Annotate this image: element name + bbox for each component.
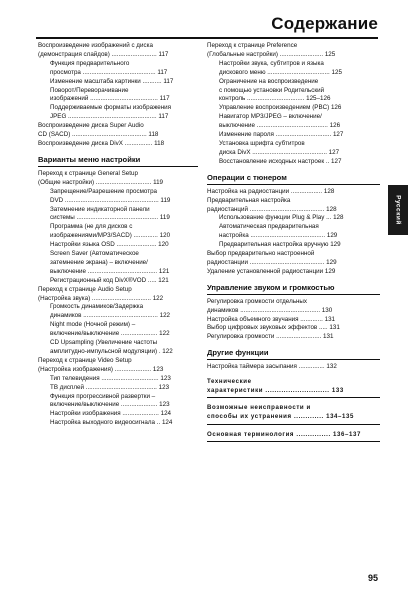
toc-entry: радиостанций ........................................... 128	[207, 205, 337, 213]
toc-subentry: Настройка выходного видеосигнала .. 124	[50, 419, 173, 427]
toc-subentry: Восстановление исходных настроек .. 127	[219, 157, 342, 165]
toc-subentry: Настройки звука, субтитров и языка	[219, 59, 324, 67]
toc-subentry: Использование функции Plug & Play ... 128	[219, 214, 344, 222]
toc-entry: Регулировка громкости отдельных	[207, 297, 308, 305]
toc-subentry: системы ............................................... 119	[50, 214, 170, 222]
toc-subentry: Screen Saver (Автоматическое	[50, 250, 139, 258]
section-heading: Управление звуком и громкостью	[207, 283, 380, 295]
toc-subentry: ТВ дисплей ......................................... 123	[50, 383, 170, 391]
language-tab	[388, 185, 408, 235]
toc-subentry: Ограничение на воспроизведение	[219, 77, 319, 85]
toc-subentry: Автоматическая предварительная	[219, 223, 319, 231]
toc-subentry: Предварительная настройка вручную 129	[219, 241, 341, 249]
toc-entry: Регулировка громкости .......................... 131	[207, 333, 334, 341]
toc-entry: Воспроизведение диска DivX ................ 118	[38, 139, 165, 147]
toc-subentry: с помощью установки Родительский	[219, 86, 325, 94]
toc-subentry: Настройки изображения ..................... 124	[50, 410, 172, 418]
toc-subentry: Поворот/Переворачивание	[50, 86, 129, 94]
toc-left-column	[38, 42, 198, 428]
section-heading: Другие функции	[207, 348, 380, 360]
toc-entry: (Настройка звука) .................................. 122	[38, 294, 164, 302]
toc-subentry: Night mode (Ночной режим) –	[50, 321, 136, 329]
page-number: 95	[367, 573, 378, 583]
toc-subentry: Тип телевидения ................................. 123	[50, 374, 171, 382]
toc-subentry: Функция прогрессивной развертки –	[50, 392, 156, 400]
toc-subentry: просмотра .......................................... 117	[50, 68, 168, 76]
toc-entry: (демонстрация слайдов) .......................... 117	[38, 50, 169, 58]
toc-entry: Переход к странице Preference	[207, 42, 298, 49]
toc-entry: Удаление установленной радиостанции 129	[207, 267, 336, 275]
toc-entry: Настройка на радиостанции .................. 128	[207, 187, 335, 195]
toc-entry: (Общие настройки) ................................ 119	[38, 178, 164, 186]
toc-entry: (Настройка изображения) ..................... 123	[38, 365, 164, 373]
toc-subentry: CD Upsampling (Увеличение частоты	[50, 339, 158, 347]
toc-subentry: диска DivX ........................................... 127	[219, 148, 340, 156]
toc-subentry: Регистрационный код DivX®VOD ..... 121	[50, 276, 169, 284]
toc-right-column	[207, 42, 380, 445]
toc-entry: Настройка объемного звучания ............. 131	[207, 315, 336, 323]
toc-subentry: затемнение экрана) – включение/	[50, 258, 148, 266]
toc-subentry: Настройки языка OSD ....................... 120	[50, 241, 169, 249]
toc-subentry: Навигатор MP3/JPEG – включение/	[219, 113, 322, 121]
section-heading: Возможные неисправности и способы их устранения ............. 134–135	[207, 404, 380, 424]
toc-subentry: DVD ...................................................... 119	[50, 196, 171, 204]
toc-subentry: Поддерживаемые форматы изображения	[50, 104, 172, 112]
section-heading: Технические характеристики ............................ 133	[207, 378, 380, 398]
section-heading: Операции с тюнером	[207, 173, 380, 185]
toc-entry: Переход к странице Audio Setup	[38, 285, 132, 293]
toc-subentry: Громкость динамиков/Задержка	[50, 303, 144, 311]
toc-subentry: динамиков ........................................... 122	[50, 312, 171, 320]
toc-subentry: настройка ........................................... 129	[219, 232, 338, 240]
toc-subentry: включение/выключение ..................... 123	[50, 401, 170, 409]
toc-entry: Выбор предварительно настроенной	[207, 250, 315, 258]
toc-subentry: выключение ......................................... 126	[219, 122, 341, 130]
toc-subentry: изображений ....................................... 117	[50, 95, 170, 103]
toc-subentry: Установка шрифта субтитров	[219, 139, 305, 147]
toc-subentry: амплитудно-импульсной модуляции) . 122	[50, 348, 173, 355]
toc-subentry: JPEG ................................................... 117	[50, 113, 169, 121]
toc-subentry: изображениями/MP3/SACD) .............. 120	[50, 232, 171, 240]
toc-entry: Настройка таймера засыпания ............... 132	[207, 363, 337, 371]
toc-entry: Выбор цифровых звуковых эффектов ..... 131	[207, 324, 340, 332]
section-heading: Основная терминология ............... 136–137	[207, 431, 380, 443]
toc-entry: Предварительная настройка	[207, 196, 291, 204]
toc-subentry: Управление воспроизведением (PBC) 126	[219, 104, 342, 112]
toc-subentry: выключение ........................................ 121	[50, 267, 170, 275]
toc-entry: Переход к странице Video Setup	[38, 356, 132, 364]
toc-subentry: Функция предварительного	[50, 59, 130, 67]
toc-subentry: Изменение масштаба картинки ........... 117	[50, 77, 174, 85]
toc-subentry: включение/выключение ..................... 122	[50, 330, 170, 338]
toc-entry: CD (SACD) ........................................... 118	[38, 131, 159, 139]
toc-subentry: Затемнение индикаторной панели	[50, 205, 150, 213]
toc-entry: (Глобальные настройки) ......................... 125	[207, 50, 336, 58]
toc-subentry: Изменение пароля ................................ 127	[219, 131, 344, 139]
toc-subentry: Программа (не для дисков с	[50, 223, 133, 231]
toc-subentry: дискового меню .................................... 125	[219, 68, 342, 76]
language-tab-label: Русский	[394, 195, 402, 225]
toc-subentry: Запрещение/Разрешение просмотра	[50, 187, 158, 195]
toc-entry: Воспроизведение диска Super Audio	[38, 122, 144, 130]
title-rule	[36, 37, 378, 39]
toc-subentry: контроль ................................. 125–126	[219, 95, 331, 103]
toc-entry: Переход к странице General Setup	[38, 169, 138, 177]
section-heading: Варианты меню настройки	[38, 155, 198, 167]
toc-entry: радиостанции ........................................... 129	[207, 258, 337, 266]
toc-entry: динамиков .............................................. 130	[207, 306, 333, 314]
page-title: Содержание	[271, 14, 378, 33]
toc-entry: Воспроизведение изображений с диска	[38, 42, 153, 49]
